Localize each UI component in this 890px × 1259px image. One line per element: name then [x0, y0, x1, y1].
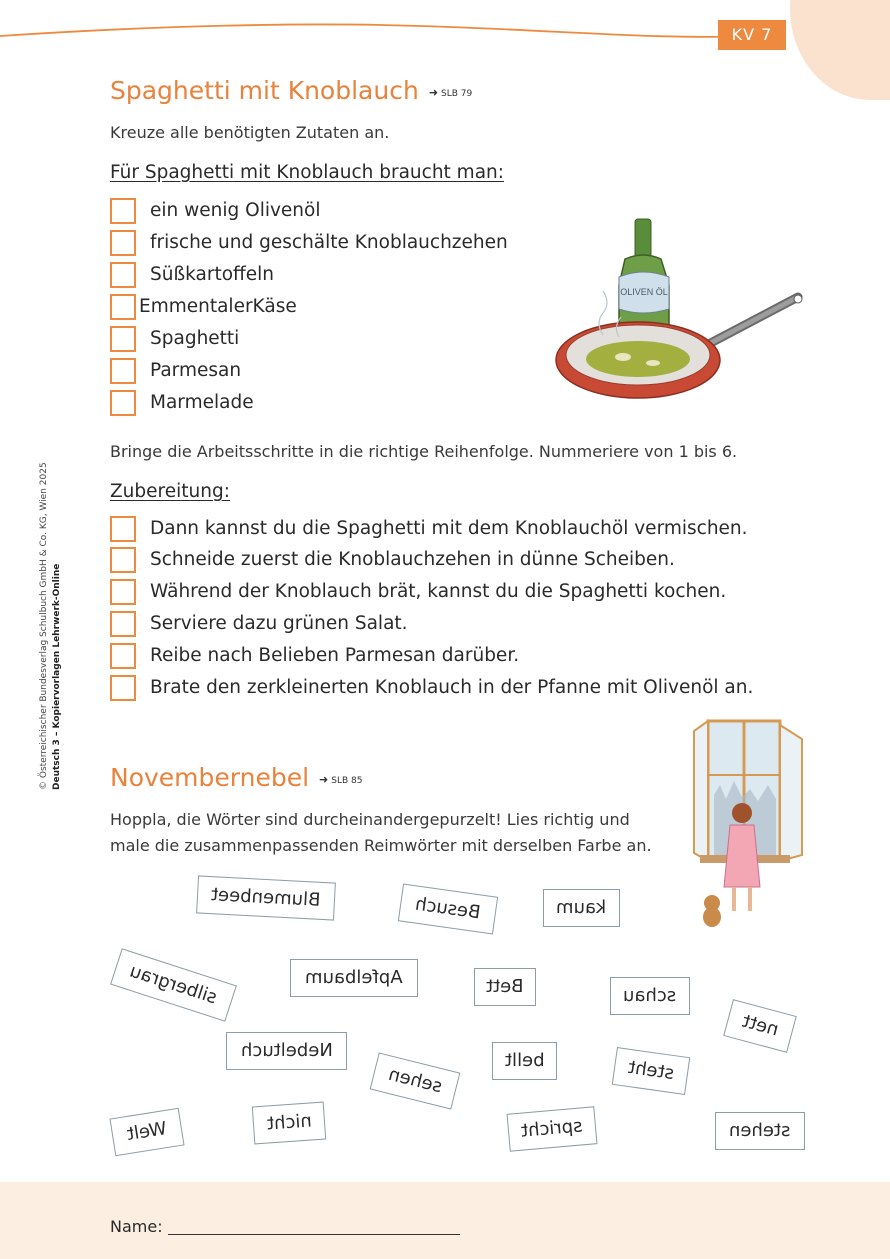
ingredient-checkbox[interactable]: [110, 390, 136, 416]
section2-instruction-line2: male die zusammenpassenden Reimwörter mit derselben Farbe an.: [110, 836, 652, 855]
word-card-text: silbergrau: [127, 960, 220, 1009]
word-card[interactable]: [196, 875, 336, 920]
word-card[interactable]: [474, 968, 536, 1006]
word-card-text: nett: [739, 1010, 781, 1041]
step-number-box[interactable]: [110, 611, 136, 637]
step-number-box[interactable]: [110, 579, 136, 605]
name-input-line[interactable]: [168, 1234, 460, 1235]
ingredient-label: Marmelade: [150, 392, 254, 413]
word-card-text: Apfelbaum: [305, 967, 403, 988]
section2-ref: [319, 772, 363, 786]
ingredient-checkbox[interactable]: [110, 326, 136, 352]
word-card-text: Besuch: [414, 893, 482, 924]
step-number-box[interactable]: [110, 516, 136, 542]
word-card[interactable]: [715, 1112, 805, 1150]
ingredient-label: EmmentalerKäse: [139, 296, 297, 317]
ingredient-label: Spaghetti: [150, 328, 240, 349]
copyright-note: [38, 460, 64, 790]
word-card-text: stehen: [729, 1120, 791, 1141]
step-label: Serviere dazu grünen Salat.: [150, 613, 408, 634]
copyright-line: © Österreichischer Bundesverlag Schulbuch GmbH & Co. KG, Wien 2025: [39, 462, 49, 790]
word-card[interactable]: [109, 1108, 184, 1156]
arrow-right-icon: ➜: [428, 85, 439, 99]
section2-title-text: Novembernebel: [110, 763, 310, 792]
word-card[interactable]: [398, 884, 498, 935]
word-card-text: Welt: [125, 1118, 169, 1145]
word-card[interactable]: [226, 1032, 347, 1070]
preparation-heading: Zubereitung:: [110, 481, 230, 502]
ingredient-checkbox[interactable]: [110, 358, 136, 384]
ingredient-checkbox[interactable]: [110, 262, 136, 288]
ingredient-label: Parmesan: [150, 360, 242, 381]
section1-instruction: Kreuze alle benötigten Zutaten an.: [110, 123, 390, 142]
word-card[interactable]: [723, 999, 797, 1053]
word-card-text: sehen: [386, 1063, 445, 1098]
section2-instruction-line1: Hoppla, die Wörter sind durcheinandergepurzelt! Lies richtig und: [110, 810, 630, 829]
ingredient-label: Süßkartoffeln: [150, 264, 275, 285]
word-card-text: schau: [623, 985, 677, 1006]
word-card[interactable]: [370, 1052, 461, 1109]
bottle-label: OLIVEN ÖL: [620, 287, 668, 297]
section2-title: [110, 763, 362, 792]
section1-title: [110, 76, 472, 105]
word-card[interactable]: [543, 889, 620, 927]
step-item: [110, 675, 790, 703]
ingredient-label: frische und geschälte Knoblauchzehen: [150, 232, 508, 253]
word-card[interactable]: [612, 1047, 691, 1095]
step-item: [110, 643, 790, 671]
word-card-text: Bett: [486, 976, 524, 997]
step-label: Reibe nach Belieben Parmesan darüber.: [150, 645, 520, 666]
section1-ref: [428, 85, 473, 99]
word-card[interactable]: [252, 1102, 326, 1145]
kv-badge: KV 7: [718, 20, 786, 50]
word-card[interactable]: [290, 959, 418, 997]
step-label: Während der Knoblauch brät, kannst du die Spaghetti kochen.: [150, 581, 727, 602]
step-item: [110, 547, 790, 575]
word-card[interactable]: [492, 1042, 557, 1080]
word-card-text: bellt: [504, 1050, 545, 1071]
name-label: Name:: [110, 1217, 163, 1236]
section1-title-text: Spaghetti mit Knoblauch: [110, 76, 419, 105]
step-label: Dann kannst du die Spaghetti mit dem Knoblauchöl vermischen.: [150, 518, 748, 539]
word-card[interactable]: [507, 1106, 598, 1152]
step-item: [110, 611, 790, 639]
word-card-text: kaum: [556, 897, 607, 918]
section1-ref-text: SLB 79: [441, 88, 473, 99]
word-card-text: Nebeltuch: [240, 1040, 333, 1061]
ingredient-label: ein wenig Olivenöl: [150, 200, 321, 221]
step-item: [110, 516, 790, 544]
section1-instruction2: Bringe die Arbeitsschritte in die richtige Reihenfolge. Nummeriere von 1 bis 6.: [110, 442, 738, 461]
step-number-box[interactable]: [110, 547, 136, 573]
word-card-text: nicht: [265, 1110, 313, 1135]
girl-window-illustration: [690, 715, 810, 930]
book-title-line: Deutsch 3 – Kopiervorlagen Lehrwerk-Online: [52, 563, 62, 790]
step-number-box[interactable]: [110, 643, 136, 669]
pan-illustration: [553, 215, 813, 400]
word-card-text: spricht: [520, 1115, 584, 1142]
step-label: Brate den zerkleinerten Knoblauch in der Pfanne mit Olivenöl an.: [150, 677, 754, 698]
step-label: Schneide zuerst die Knoblauchzehen in dünne Scheiben.: [150, 549, 675, 570]
word-card-text: Blumenbeet: [210, 884, 322, 911]
section2-ref-text: SLB 85: [331, 775, 363, 786]
word-card[interactable]: [610, 977, 690, 1015]
step-item: [110, 579, 790, 607]
ingredient-checkbox[interactable]: [110, 230, 136, 256]
step-number-box[interactable]: [110, 675, 136, 701]
ingredient-checkbox[interactable]: [110, 294, 136, 320]
ingredients-heading: Für Spaghetti mit Knoblauch braucht man:: [110, 162, 504, 183]
arrow-right-icon: ➜: [319, 772, 329, 786]
word-card[interactable]: [110, 948, 237, 1022]
ingredient-checkbox[interactable]: [110, 198, 136, 224]
word-card-text: steht: [626, 1056, 676, 1085]
